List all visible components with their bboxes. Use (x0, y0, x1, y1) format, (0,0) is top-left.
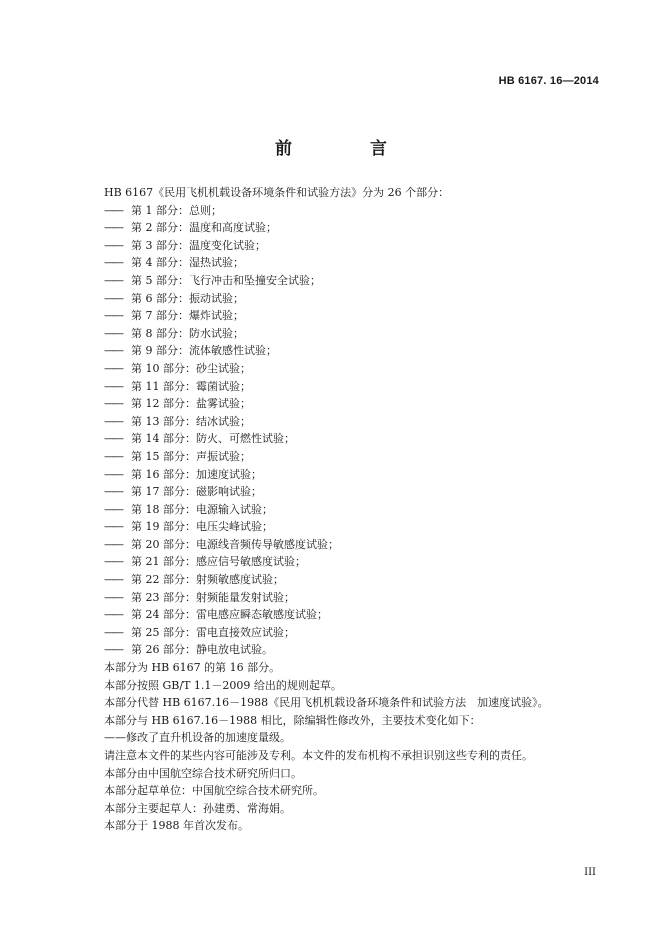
list-dash: —— (104, 485, 122, 499)
part-item-text: 第 5 部分：飞行冲击和坠撞安全试验； (131, 273, 321, 287)
list-dash: —— (104, 608, 122, 622)
part-list-item (104, 202, 604, 220)
statement-line: ——修改了直升机设备的加速度量级。 (104, 731, 291, 745)
list-dash: —— (104, 309, 122, 323)
statement-line: 本部分与 HB 6167.16－1988 相比，除编辑性修改外，主要技术变化如下： (104, 713, 481, 727)
statement-line: 本部分代替 HB 6167.16－1988《民用飞机机载设备环境条件和试验方法 加速度试验》。 (104, 696, 549, 710)
parts-list (104, 202, 604, 659)
page-title: 前 言 (275, 139, 423, 159)
part-item-text: 第 2 部分：温度和高度试验； (131, 221, 277, 235)
statement-line: 请注意本文件的某些内容可能涉及专利。本文件的发布机构不承担识别这些专利的责任。 (104, 749, 533, 762)
part-list-item (104, 624, 604, 642)
part-item-text: 第 7 部分：爆炸试验； (131, 309, 244, 323)
part-item-text: 第 26 部分：静电放电试验。 (131, 643, 273, 657)
part-item-text: 第 16 部分：加速度试验； (131, 467, 262, 481)
statement-line: 本部分于 1988 年首次发布。 (104, 819, 249, 833)
part-item-text: 第 18 部分：电源输入试验； (131, 502, 273, 516)
part-list-item (104, 342, 604, 360)
list-dash: —— (104, 203, 122, 217)
part-item-text: 第 17 部分：磁影响试验； (131, 485, 262, 499)
list-dash: —— (104, 221, 122, 235)
part-item-text: 第 1 部分：总则； (131, 203, 222, 217)
list-dash: —— (104, 344, 122, 358)
list-dash: —— (104, 379, 122, 393)
list-dash: —— (104, 326, 122, 340)
part-item-text: 第 14 部分：防火、可燃性试验； (131, 432, 295, 446)
list-dash: —— (104, 537, 122, 551)
part-list-item (104, 589, 604, 607)
list-dash: —— (104, 397, 122, 411)
part-item-text: 第 12 部分：盐雾试验； (131, 397, 251, 411)
list-dash: —— (104, 432, 122, 446)
list-dash: —— (104, 256, 122, 270)
list-dash: —— (104, 467, 122, 481)
part-list-item (104, 466, 604, 484)
part-list-item (104, 641, 604, 659)
part-list-item (104, 571, 604, 589)
part-list-item (104, 325, 604, 343)
part-list-item (104, 290, 604, 308)
list-dash: —— (104, 449, 122, 463)
intro-line: HB 6167《民用飞机机载设备环境条件和试验方法》分为 26 个部分： (104, 186, 450, 199)
page-number: III (584, 867, 596, 878)
list-dash: —— (104, 555, 122, 569)
list-dash: —— (104, 361, 122, 375)
part-list-item (104, 254, 604, 272)
foreword-body (104, 184, 604, 835)
part-item-text: 第 24 部分：雷电感应瞬态敏感度试验； (131, 608, 328, 622)
statement-line: 本部分按照 GB/T 1.1－2009 给出的规则起草。 (104, 678, 342, 692)
part-item-text: 第 8 部分：防水试验； (131, 326, 244, 340)
list-dash: —— (104, 643, 122, 657)
part-list-item (104, 518, 604, 536)
part-list-item (104, 378, 604, 396)
part-item-text: 第 20 部分：电源线音频传导敏感度试验； (131, 537, 339, 551)
part-list-item (104, 553, 604, 571)
part-list-item (104, 536, 604, 554)
list-dash: —— (104, 238, 122, 252)
part-list-item (104, 413, 604, 431)
part-list-item (104, 360, 604, 378)
part-item-text: 第 3 部分：温度变化试验； (131, 238, 266, 252)
part-item-text: 第 10 部分：砂尘试验； (131, 361, 251, 375)
part-item-text: 第 15 部分：声振试验； (131, 449, 251, 463)
list-dash: —— (104, 414, 122, 428)
list-dash: —— (104, 502, 122, 516)
part-item-text: 第 4 部分：湿热试验； (131, 256, 244, 270)
part-list-item (104, 448, 604, 466)
part-list-item (104, 219, 604, 237)
part-item-text: 第 9 部分：流体敏感性试验； (131, 344, 277, 358)
list-dash: —— (104, 273, 122, 287)
statements-list (104, 659, 604, 835)
list-dash: —— (104, 573, 122, 587)
part-item-text: 第 19 部分：电压尖峰试验； (131, 520, 273, 534)
statement-line: 本部分主要起草人：孙建勇、常海娟。 (104, 801, 291, 815)
list-dash: —— (104, 520, 122, 534)
list-dash: —— (104, 590, 122, 604)
part-list-item (104, 483, 604, 501)
part-list-item (104, 395, 604, 413)
part-item-text: 第 25 部分：雷电直接效应试验； (131, 625, 295, 639)
part-list-item (104, 430, 604, 448)
part-item-text: 第 11 部分：霉菌试验； (131, 379, 251, 393)
statement-line: 本部分起草单位：中国航空综合技术研究所。 (104, 784, 324, 798)
list-dash: —— (104, 291, 122, 305)
part-list-item (104, 307, 604, 325)
part-item-text: 第 21 部分：感应信号敏感度试验； (131, 555, 306, 569)
statement-line: 本部分为 HB 6167 的第 16 部分。 (104, 661, 281, 675)
part-item-text: 第 6 部分：振动试验； (131, 291, 244, 305)
part-list-item (104, 606, 604, 624)
part-list-item (104, 272, 604, 290)
document-code: HB 6167. 16—2014 (498, 75, 599, 87)
list-dash: —— (104, 625, 122, 639)
part-item-text: 第 13 部分：结冰试验； (131, 414, 251, 428)
statement-line: 本部分由中国航空综合技术研究所归口。 (104, 766, 302, 780)
part-list-item (104, 501, 604, 519)
part-item-text: 第 23 部分：射频能量发射试验； (131, 590, 295, 604)
part-item-text: 第 22 部分：射频敏感度试验； (131, 573, 284, 587)
part-list-item (104, 237, 604, 255)
